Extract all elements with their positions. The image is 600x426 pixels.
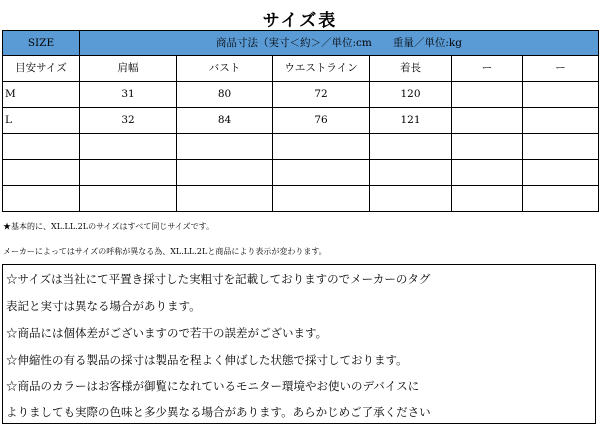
table-cell: 32	[80, 108, 177, 134]
disclaimer-line: ☆商品のカラーはお客様が御覧になれているモニター環境やお使いのデバイスに	[6, 379, 420, 393]
disclaimer-line: よりましても実際の色味と多少異なる場合があります。あらかじめご了承ください	[6, 405, 431, 419]
disclaimer-line: ☆伸縮性の有る製品の採寸は製品を程よく伸ばした状態で採寸しております。	[6, 353, 408, 367]
table-cell	[273, 160, 370, 186]
table-cell: 72	[273, 82, 370, 108]
table-cell	[3, 134, 80, 160]
table-cell: 76	[273, 108, 370, 134]
table-cell: 84	[177, 108, 273, 134]
column-header: バスト	[177, 56, 273, 82]
table-cell	[370, 134, 452, 160]
column-header: ー	[523, 56, 599, 82]
column-header: 目安サイズ	[3, 56, 80, 82]
disclaimer-line: 表記と実寸は異なる場合があります。	[6, 299, 201, 313]
table-cell	[452, 108, 523, 134]
table-cell	[523, 108, 599, 134]
table-row	[3, 186, 599, 212]
size-header-cell: SIZE	[3, 31, 80, 56]
table-cell	[452, 134, 523, 160]
table-cell	[370, 186, 452, 212]
table-cell	[523, 160, 599, 186]
table-cell	[273, 186, 370, 212]
column-header: ー	[452, 56, 523, 82]
table-cell: 31	[80, 82, 177, 108]
page-title: サイズ表	[262, 11, 338, 31]
table-cell	[80, 134, 177, 160]
table-cell	[452, 160, 523, 186]
table-cell	[177, 160, 273, 186]
table-cell: 80	[177, 82, 273, 108]
column-header: ウエストライン	[273, 56, 370, 82]
disclaimer-line: ☆商品には個体差がございますので若干の誤差がございます。	[6, 326, 328, 340]
table-row	[3, 108, 599, 134]
column-header: 肩幅	[80, 56, 177, 82]
table-cell: M	[3, 82, 80, 108]
size-table	[2, 30, 599, 212]
table-cell	[80, 186, 177, 212]
table-cell	[452, 186, 523, 212]
table-row	[3, 134, 599, 160]
table-header-row	[3, 31, 599, 56]
table-cell	[523, 186, 599, 212]
table-cell	[177, 186, 273, 212]
table-cell: 121	[370, 108, 452, 134]
column-header: 着長	[370, 56, 452, 82]
table-cell	[452, 82, 523, 108]
disclaimer-box	[2, 264, 596, 424]
disclaimer-line: ☆サイズは当社にて平置き採寸した実粗寸を記載しておりますのでメーカーのタグ	[6, 272, 431, 286]
table-cell: L	[3, 108, 80, 134]
table-row	[3, 82, 599, 108]
table-row	[3, 160, 599, 186]
table-cell	[523, 82, 599, 108]
size-note: ★基本的に、XL.LL.2Lのサイズはすべて同じサイズです。	[3, 222, 215, 231]
table-cell	[177, 134, 273, 160]
table-cell	[3, 160, 80, 186]
column-header-row	[3, 56, 599, 82]
spec-header-cell: 商品寸法（実寸＜約＞／単位:cm 重量／単位:kg	[80, 31, 599, 56]
table-cell: 120	[370, 82, 452, 108]
size-note: メーカーによってはサイズの呼称が異なる為、XL.LL.2Lと商品により表示が変わります。	[3, 247, 327, 256]
table-cell	[523, 134, 599, 160]
table-cell	[80, 160, 177, 186]
table-cell	[3, 186, 80, 212]
table-cell	[370, 160, 452, 186]
table-cell	[273, 134, 370, 160]
